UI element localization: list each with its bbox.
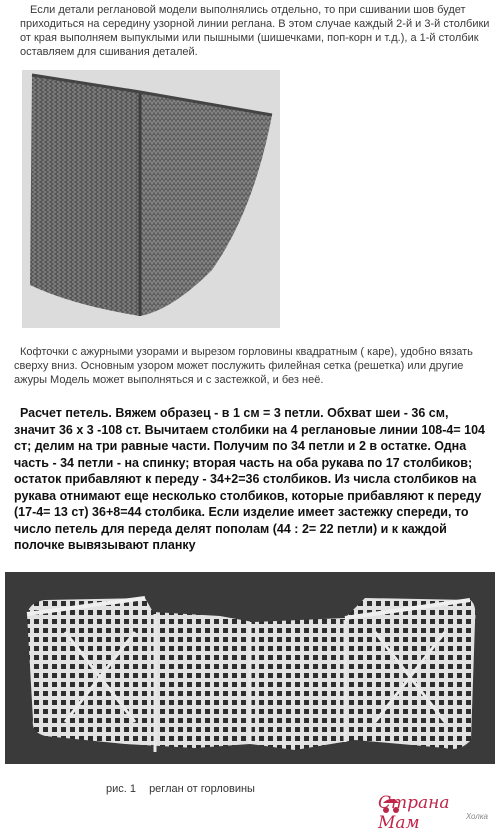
figure-number: рис. 1 [106, 783, 136, 795]
figure-title: реглан от горловины [149, 783, 255, 795]
intro-paragraph: Если детали реглановой модели выполнялись отдельно, то при сшивании шов будет приходиться на середину узорной линии реглана. В этом случае каждый 2-й и 3-й столбики от края выполняем выпуклыми или пышными (шишечками, поп-корн и т.д.), а 1-й столбик оставляем для сшивания деталей. [20, 4, 490, 58]
site-logo [378, 793, 496, 833]
figure-caption [106, 783, 265, 795]
logo-name: Страна Мам [378, 793, 450, 833]
raglan-knit-photo [22, 70, 280, 328]
openwork-paragraph: Кофточки с ажурными узорами и вырезом горловины квадратным ( каре), удобно вязать сверху вниз. Основным узором может послужить филейная сетка (решетка) или другие ажуры Модель может выполняться и с застежкой, и без неё. [14, 346, 473, 386]
filet-raglan-photo [5, 572, 495, 764]
stitch-calculation-paragraph: Расчет петель. Вяжем образец - в 1 см = 3 петли. Обхват шеи - 36 см, значит 36 х 3 -108 ст. Вычитаем столбики на 4 реглановые линии 108-4= 104 ст; делим на три равные части. Получим по 34 петли и 2 в остатке. Одна часть - 34 петли - на спинку; вторая часть на оба рукава по 17 столбиков; остаток прибавляют к переду - 34+2=36 столбиков. Из числа столбиков на рукава отнимают еще несколько столбиков, которые прибавляют к переду (17-4= 13 ст) 36+8=44 столбика. Если изделие имеет застежку спереди, то число петель для переда делят пополам (44 : 2= 22 петли) и к каждой полочке вывязывают планку [14, 406, 485, 552]
logo-sub: Холка [465, 812, 488, 821]
